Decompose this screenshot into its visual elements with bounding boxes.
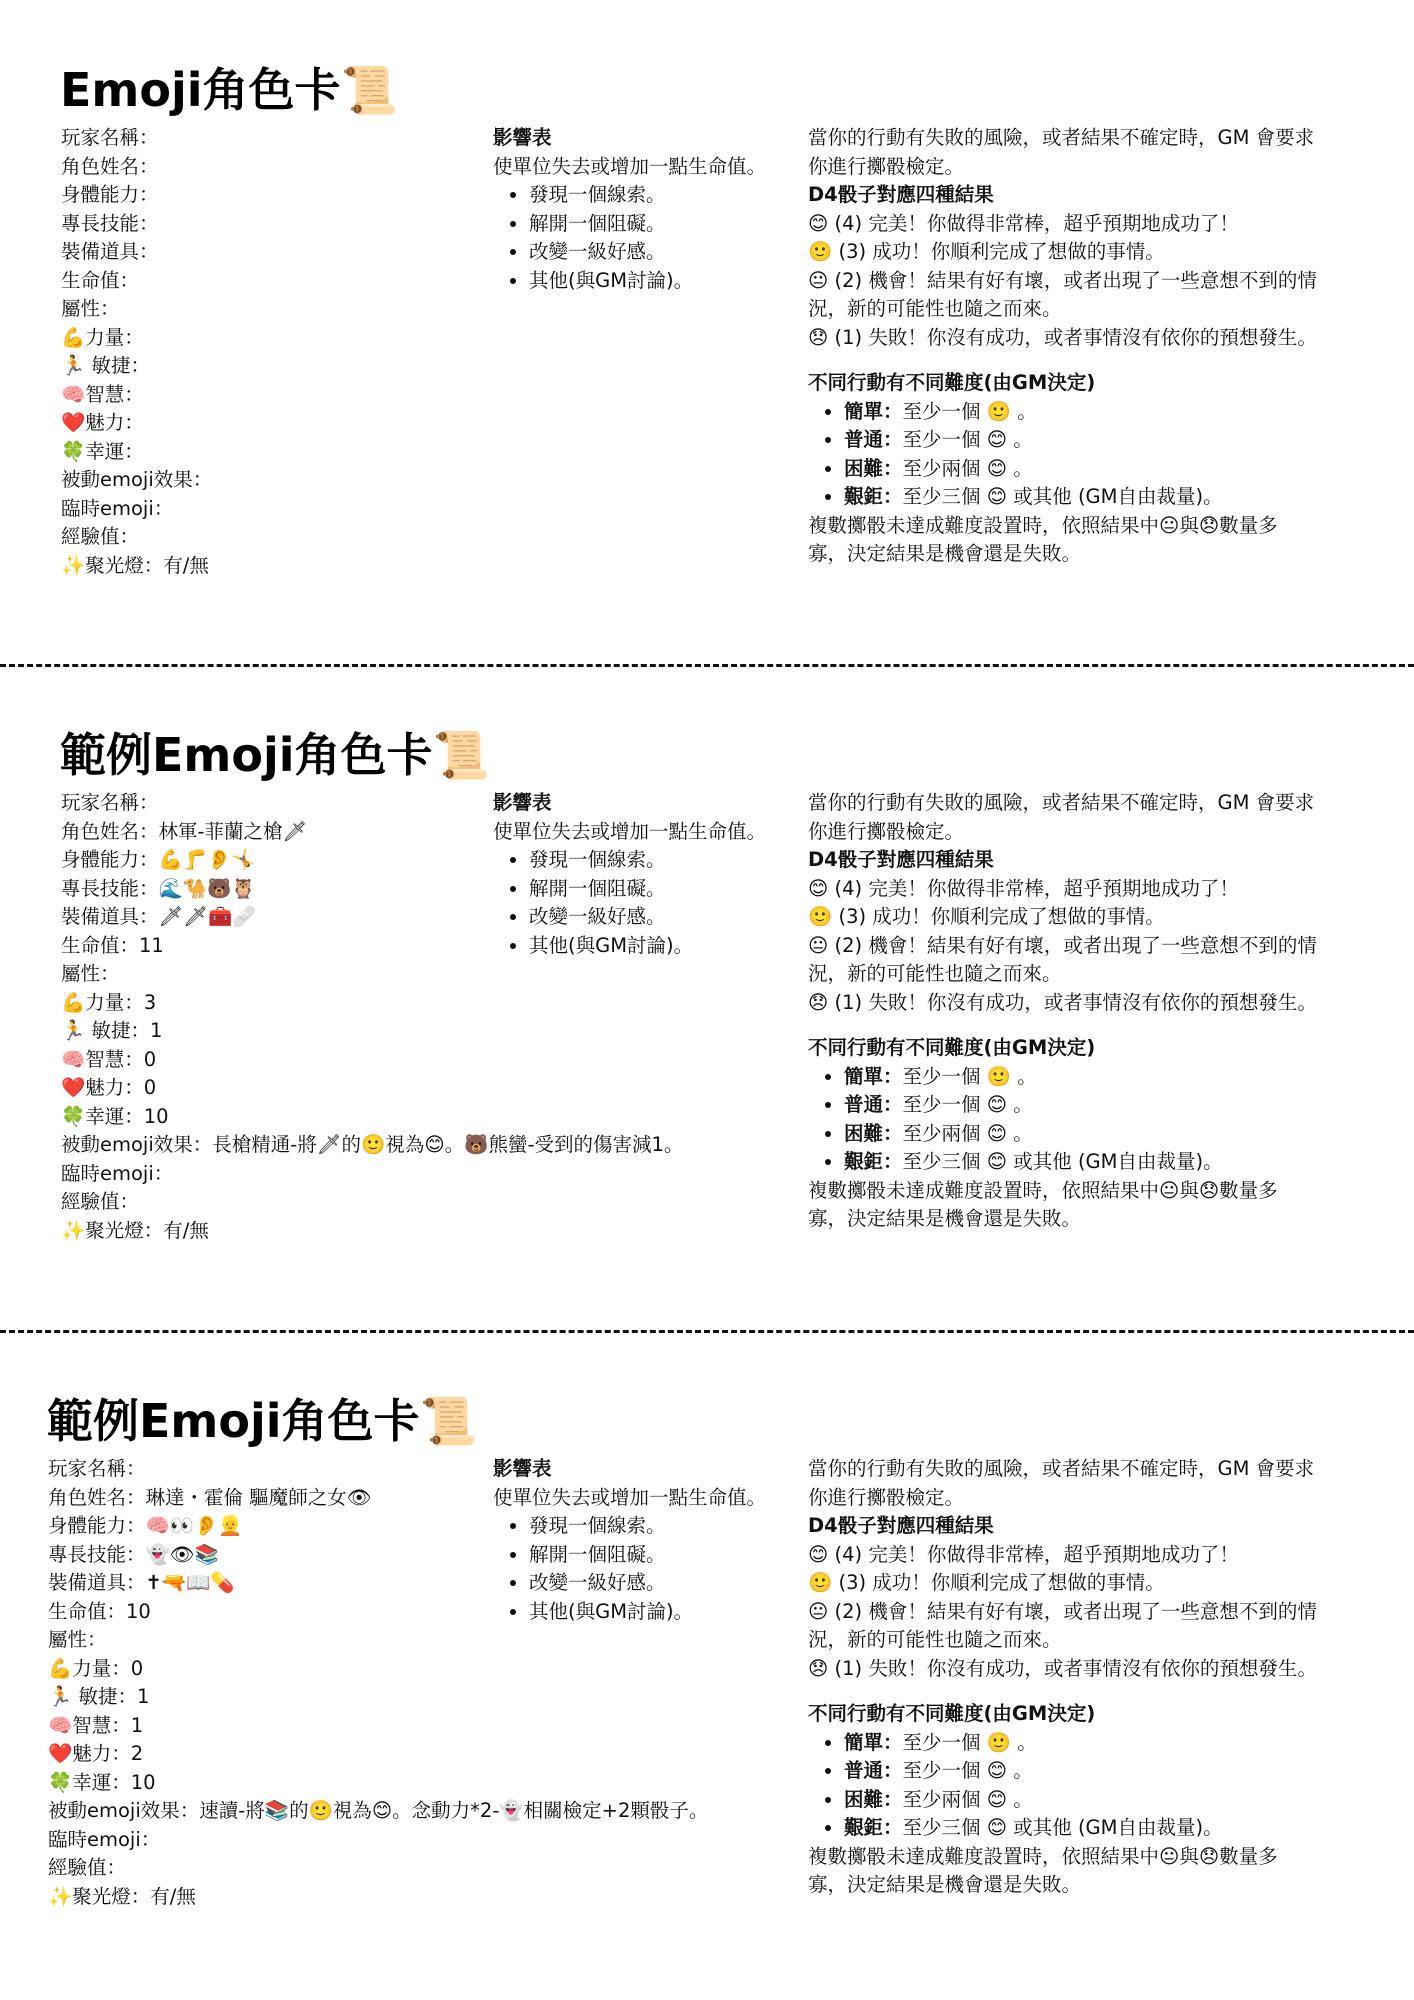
field-passive-effect: 被動emoji效果： bbox=[61, 468, 213, 491]
influence-heading: 影響表 bbox=[493, 1457, 552, 1480]
field-player-name: 玩家名稱： bbox=[61, 791, 159, 814]
field-strength: 💪力量：3 bbox=[61, 990, 157, 1014]
influence-item: • 發現一個線索。 bbox=[529, 846, 766, 875]
outcome-2-cont: 況，新的可能性也隨之而來。 bbox=[808, 1628, 1062, 1651]
field-attributes: 屬性： bbox=[61, 962, 120, 985]
field-wisdom: 🧠智慧：0 bbox=[61, 1047, 157, 1071]
character-sheet bbox=[61, 124, 212, 580]
outcome-2: 😐 (2) 機會！結果有好有壞，或者出現了一些意想不到的情 bbox=[808, 1599, 1317, 1623]
field-exp: 經驗值： bbox=[61, 1190, 140, 1213]
outcome-2-cont: 況，新的可能性也隨之而來。 bbox=[808, 297, 1062, 320]
outcome-4: 😊 (4) 完美！你做得非常棒，超乎預期地成功了！ bbox=[808, 876, 1239, 900]
outcome-2: 😐 (2) 機會！結果有好有壞，或者出現了一些意想不到的情 bbox=[808, 933, 1317, 957]
field-character-name: 角色姓名：琳達・霍倫 驅魔師之女👁 bbox=[48, 1485, 372, 1509]
field-charisma: ❤️魅力：0 bbox=[61, 1076, 157, 1099]
dice-rules bbox=[808, 124, 1317, 569]
multi-roll-rule: 複數擲骰未達成難度設置時，依照結果中😐與😞數量多 bbox=[808, 1178, 1278, 1202]
influence-item: • 發現一個線索。 bbox=[529, 1512, 766, 1541]
influence-heading: 影響表 bbox=[493, 126, 552, 149]
rules-intro-cont: 你進行擲骰檢定。 bbox=[808, 1485, 965, 1509]
multi-roll-rule-cont: 寡，決定結果是機會還是失敗。 bbox=[808, 1873, 1082, 1896]
field-exp: 經驗值： bbox=[48, 1856, 127, 1879]
field-agility: 🏃 敏捷： bbox=[61, 354, 150, 377]
field-hp: 生命值： bbox=[61, 268, 140, 292]
influence-table bbox=[493, 124, 766, 295]
dice-heading: D4骰子對應四種結果 bbox=[808, 1514, 994, 1537]
field-attributes: 屬性： bbox=[61, 297, 120, 320]
multi-roll-rule: 複數擲骰未達成難度設置時，依照結果中😐與😞數量多 bbox=[808, 1844, 1278, 1868]
difficulty-hard: • 困難：至少兩個 😊 。 bbox=[844, 1120, 1317, 1149]
field-strength: 💪力量： bbox=[61, 325, 144, 349]
influence-item: • 改變一級好感。 bbox=[529, 903, 766, 932]
field-physical: 身體能力：💪🦵👂🤸 bbox=[61, 848, 256, 871]
influence-item: • 改變一級好感。 bbox=[529, 238, 766, 267]
field-skills: 專長技能：🌊🐪🐻🦉 bbox=[61, 876, 256, 900]
rules-intro: 當你的行動有失敗的風險，或者結果不確定時，GM 會要求 bbox=[808, 1457, 1315, 1480]
field-spotlight: ✨聚光燈：有/無 bbox=[61, 553, 209, 577]
field-luck: 🍀幸運：10 bbox=[61, 1104, 169, 1128]
difficulty-normal: • 普通：至少一個 😊 。 bbox=[844, 426, 1317, 455]
difficulty-easy: • 簡單：至少一個 🙂 。 bbox=[844, 398, 1317, 427]
outcome-4: 😊 (4) 完美！你做得非常棒，超乎預期地成功了！ bbox=[808, 211, 1239, 235]
character-card-example-1 bbox=[0, 665, 1414, 1265]
difficulty-hard: • 困難：至少兩個 😊 。 bbox=[844, 455, 1317, 484]
field-player-name: 玩家名稱： bbox=[48, 1457, 146, 1480]
dice-rules bbox=[808, 1455, 1317, 1900]
field-spotlight: ✨聚光燈：有/無 bbox=[48, 1884, 196, 1908]
field-physical: 身體能力：🧠👀👂👱 bbox=[48, 1514, 243, 1537]
influence-item: • 解開一個阻礙。 bbox=[529, 875, 766, 904]
outcome-1: 😞 (1) 失敗！你沒有成功，或者事情沒有依你的預想發生。 bbox=[808, 990, 1317, 1014]
influence-table bbox=[493, 1455, 766, 1626]
field-skills: 專長技能： bbox=[61, 211, 159, 235]
field-charisma: ❤️魅力：2 bbox=[48, 1742, 144, 1765]
dice-heading: D4骰子對應四種結果 bbox=[808, 848, 994, 871]
character-card-example-2 bbox=[0, 1331, 1414, 1931]
rules-intro: 當你的行動有失敗的風險，或者結果不確定時，GM 會要求 bbox=[808, 791, 1315, 814]
field-temp-emoji: 臨時emoji： bbox=[61, 1161, 174, 1185]
influence-desc: 使單位失去或增加一點生命值。 bbox=[493, 1485, 767, 1509]
outcome-2: 😐 (2) 機會！結果有好有壞，或者出現了一些意想不到的情 bbox=[808, 268, 1317, 292]
field-spotlight: ✨聚光燈：有/無 bbox=[61, 1218, 209, 1242]
field-wisdom: 🧠智慧： bbox=[61, 382, 144, 406]
field-equipment: 裝備道具： bbox=[61, 240, 159, 263]
difficulty-easy: • 簡單：至少一個 🙂 。 bbox=[844, 1063, 1317, 1092]
influence-item: • 其他(與GM討論)。 bbox=[529, 932, 766, 961]
influence-desc: 使單位失去或增加一點生命值。 bbox=[493, 819, 767, 843]
difficulty-normal: • 普通：至少一個 😊 。 bbox=[844, 1757, 1317, 1786]
difficulty-extreme: • 艱鉅：至少三個 😊 或其他 (GM自由裁量)。 bbox=[844, 1814, 1317, 1843]
influence-desc: 使單位失去或增加一點生命值。 bbox=[493, 154, 767, 178]
outcome-3: 🙂 (3) 成功！你順利完成了想做的事情。 bbox=[808, 1571, 1165, 1594]
field-agility: 🏃 敏捷：1 bbox=[61, 1019, 163, 1042]
field-equipment: 裝備道具：✝🔫📖💊 bbox=[48, 1571, 235, 1594]
difficulty-normal: • 普通：至少一個 😊 。 bbox=[844, 1091, 1317, 1120]
character-card-blank bbox=[0, 0, 1414, 600]
card-title: 範例Emoji角色卡📜 bbox=[47, 1394, 477, 1448]
field-agility: 🏃 敏捷：1 bbox=[48, 1685, 150, 1708]
field-character-name: 角色姓名： bbox=[61, 154, 159, 178]
card-title: 範例Emoji角色卡📜 bbox=[60, 728, 490, 782]
field-skills: 專長技能：👻👁📚 bbox=[48, 1542, 219, 1566]
rules-intro: 當你的行動有失敗的風險，或者結果不確定時，GM 會要求 bbox=[808, 126, 1315, 149]
multi-roll-rule-cont: 寡，決定結果是機會還是失敗。 bbox=[808, 542, 1082, 565]
outcome-3: 🙂 (3) 成功！你順利完成了想做的事情。 bbox=[808, 905, 1165, 928]
field-attributes: 屬性： bbox=[48, 1628, 107, 1651]
influence-item: • 發現一個線索。 bbox=[529, 181, 766, 210]
difficulty-heading: 不同行動有不同難度(由GM決定) bbox=[808, 371, 1096, 394]
rules-intro-cont: 你進行擲骰檢定。 bbox=[808, 819, 965, 843]
dice-rules bbox=[808, 789, 1317, 1234]
influence-item: • 解開一個阻礙。 bbox=[529, 210, 766, 239]
influence-item: • 其他(與GM討論)。 bbox=[529, 1598, 766, 1627]
outcome-2-cont: 況，新的可能性也隨之而來。 bbox=[808, 962, 1062, 985]
field-exp: 經驗值： bbox=[61, 525, 140, 548]
field-luck: 🍀幸運：10 bbox=[48, 1770, 156, 1794]
influence-table bbox=[493, 789, 766, 960]
outcome-1: 😞 (1) 失敗！你沒有成功，或者事情沒有依你的預想發生。 bbox=[808, 1656, 1317, 1680]
field-character-name: 角色姓名：林軍-菲蘭之槍🗡 bbox=[61, 819, 308, 843]
field-hp: 生命值：10 bbox=[48, 1599, 151, 1623]
difficulty-heading: 不同行動有不同難度(由GM決定) bbox=[808, 1702, 1096, 1725]
difficulty-extreme: • 艱鉅：至少三個 😊 或其他 (GM自由裁量)。 bbox=[844, 1148, 1317, 1177]
outcome-4: 😊 (4) 完美！你做得非常棒，超乎預期地成功了！ bbox=[808, 1542, 1239, 1566]
field-passive-effect: 被動emoji效果：長槍精通-將🗡的🙂視為😊。🐻熊蠻-受到的傷害減1。 bbox=[61, 1133, 684, 1156]
field-strength: 💪力量：0 bbox=[48, 1656, 144, 1680]
field-wisdom: 🧠智慧：1 bbox=[48, 1713, 144, 1737]
field-equipment: 裝備道具：🗡🗡🧰🩹 bbox=[61, 905, 257, 928]
influence-item: • 解開一個阻礙。 bbox=[529, 1541, 766, 1570]
field-passive-effect: 被動emoji效果：速讀-將📚的🙂視為😊。念動力*2-👻相關檢定+2顆骰子。 bbox=[48, 1799, 709, 1822]
influence-item: • 其他(與GM討論)。 bbox=[529, 267, 766, 296]
field-temp-emoji: 臨時emoji： bbox=[61, 496, 174, 520]
field-player-name: 玩家名稱： bbox=[61, 126, 159, 149]
field-luck: 🍀幸運： bbox=[61, 439, 144, 463]
outcome-3: 🙂 (3) 成功！你順利完成了想做的事情。 bbox=[808, 240, 1165, 263]
difficulty-easy: • 簡單：至少一個 🙂 。 bbox=[844, 1729, 1317, 1758]
field-charisma: ❤️魅力： bbox=[61, 411, 144, 434]
difficulty-hard: • 困難：至少兩個 😊 。 bbox=[844, 1786, 1317, 1815]
difficulty-extreme: • 艱鉅：至少三個 😊 或其他 (GM自由裁量)。 bbox=[844, 483, 1317, 512]
influence-heading: 影響表 bbox=[493, 791, 552, 814]
influence-item: • 改變一級好感。 bbox=[529, 1569, 766, 1598]
rules-intro-cont: 你進行擲骰檢定。 bbox=[808, 154, 965, 178]
multi-roll-rule-cont: 寡，決定結果是機會還是失敗。 bbox=[808, 1207, 1082, 1230]
card-title: Emoji角色卡📜 bbox=[60, 63, 398, 117]
field-hp: 生命值：11 bbox=[61, 933, 164, 957]
field-physical: 身體能力： bbox=[61, 183, 159, 206]
dice-heading: D4骰子對應四種結果 bbox=[808, 183, 994, 206]
field-temp-emoji: 臨時emoji： bbox=[48, 1827, 161, 1851]
outcome-1: 😞 (1) 失敗！你沒有成功，或者事情沒有依你的預想發生。 bbox=[808, 325, 1317, 349]
multi-roll-rule: 複數擲骰未達成難度設置時，依照結果中😐與😞數量多 bbox=[808, 513, 1278, 537]
difficulty-heading: 不同行動有不同難度(由GM決定) bbox=[808, 1036, 1096, 1059]
